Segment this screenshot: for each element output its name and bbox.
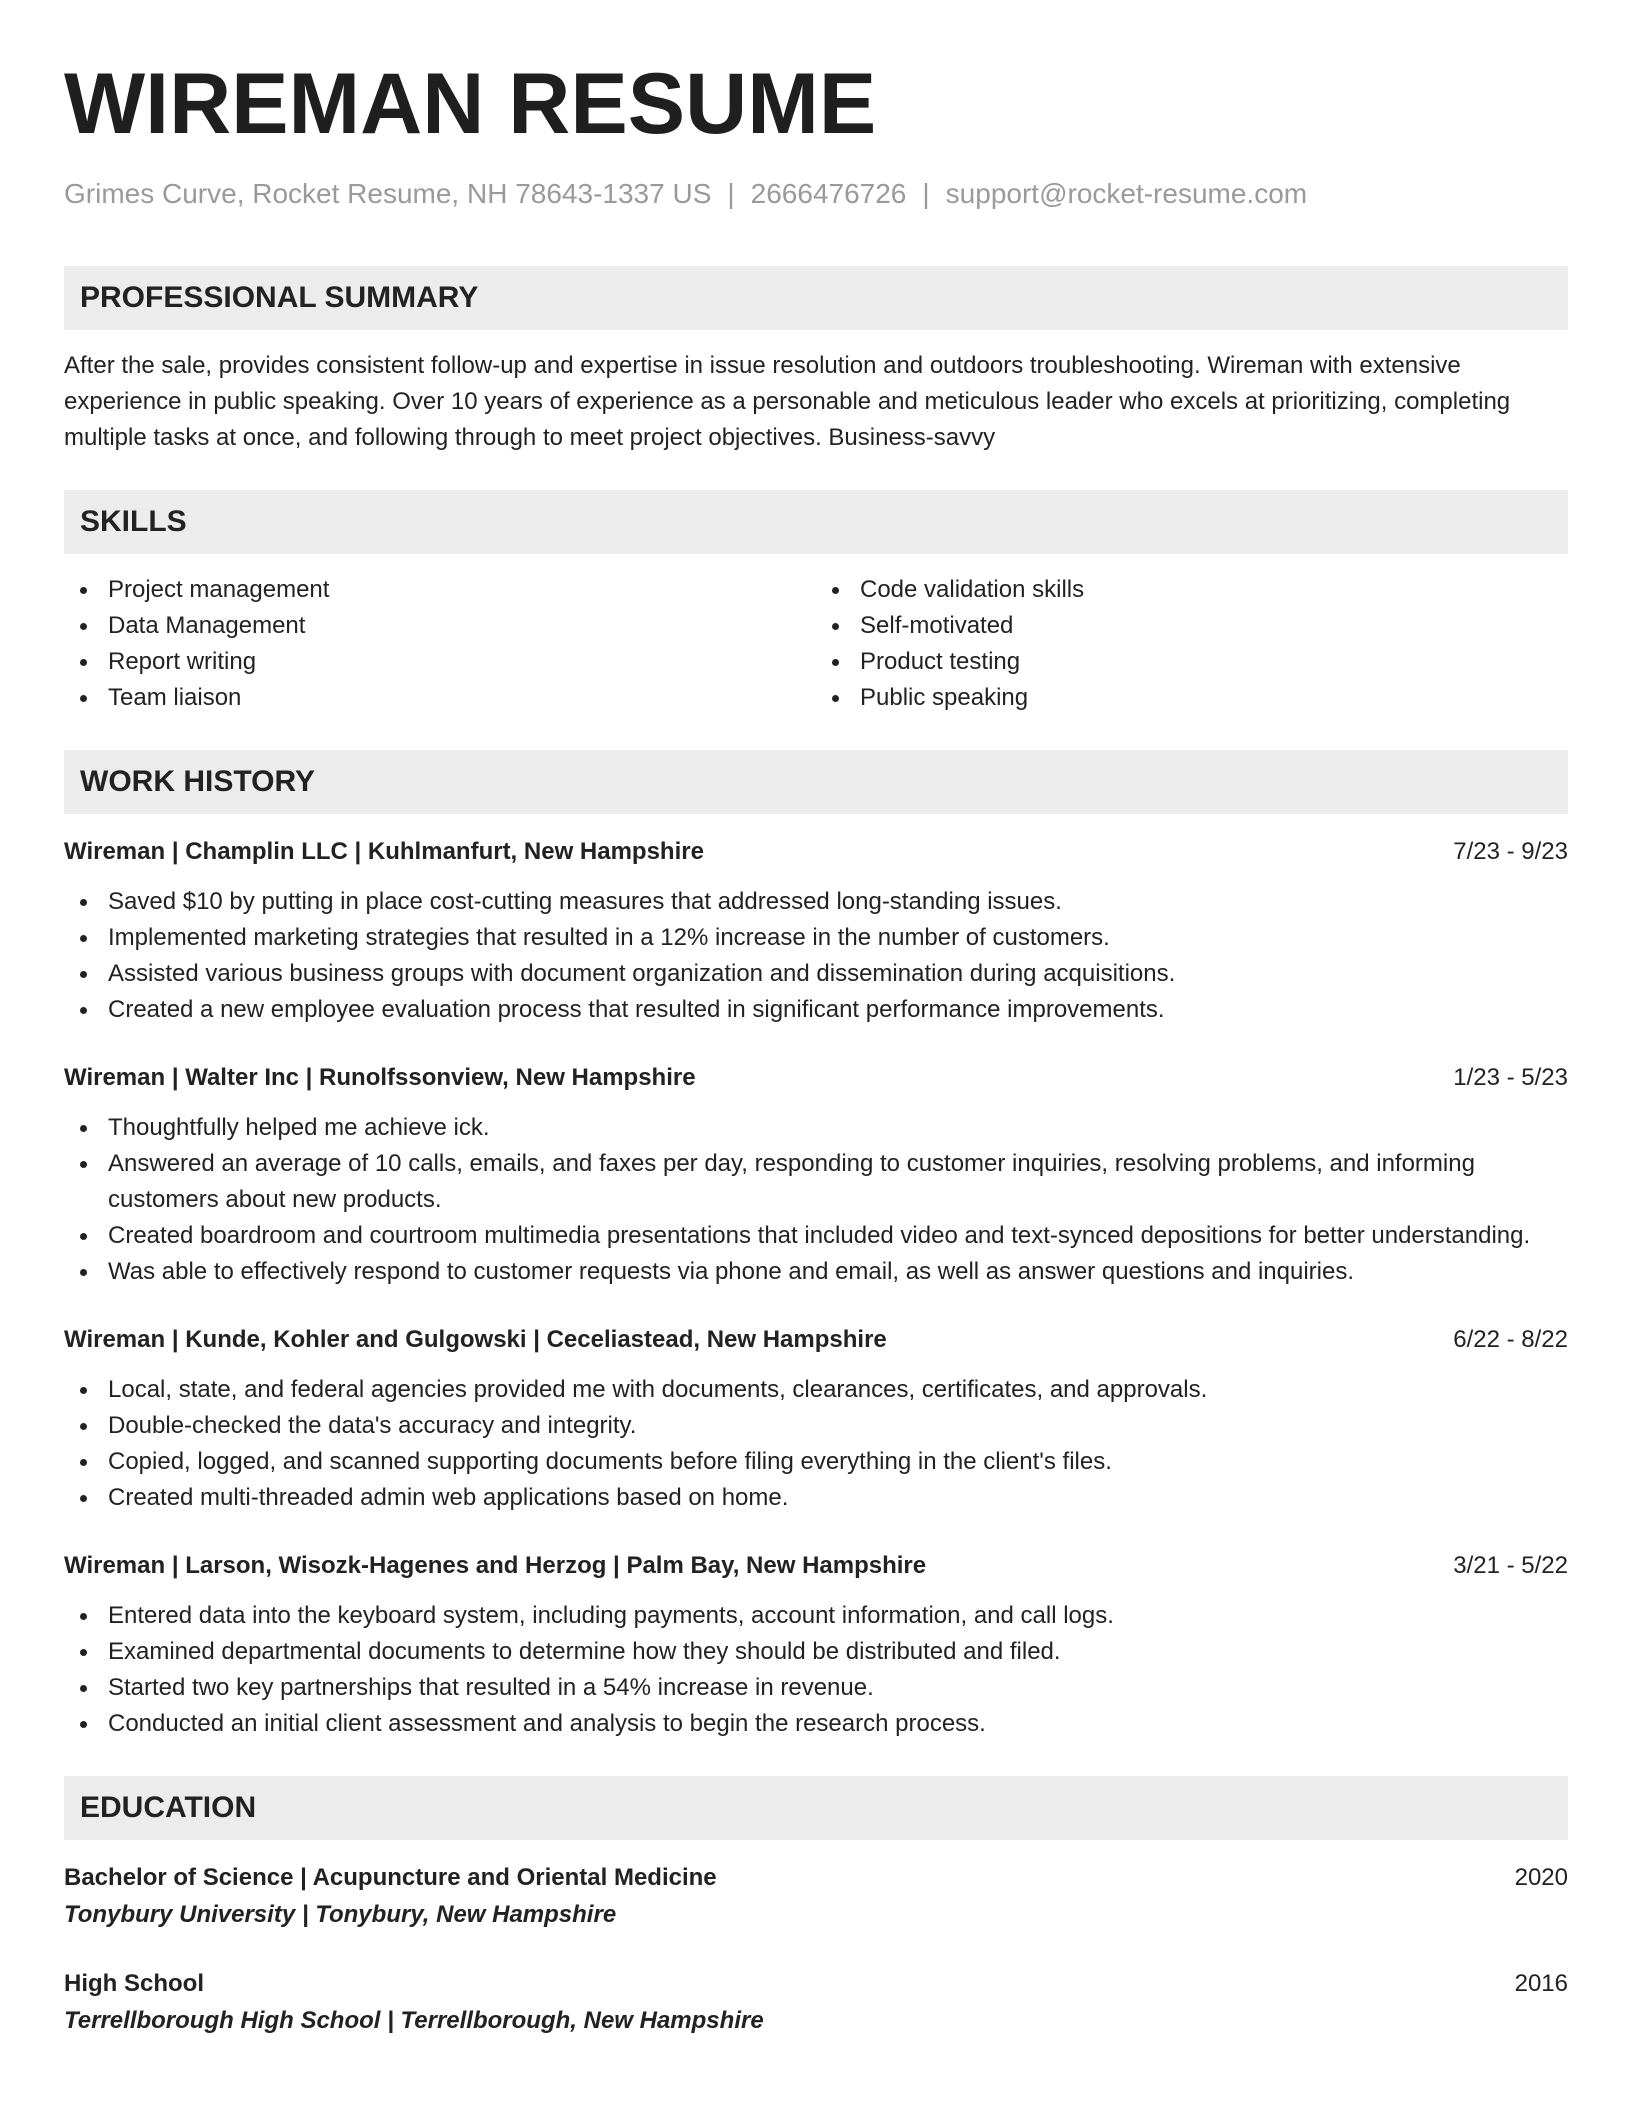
skill-item: Team liaison <box>64 680 816 716</box>
skills-column-right <box>816 572 1568 716</box>
section-header-education: EDUCATION <box>64 1776 1568 1840</box>
job-dates: 3/21 - 5/22 <box>1453 1552 1568 1579</box>
job-entry <box>64 1060 1568 1290</box>
skill-item: Product testing <box>816 644 1568 680</box>
contact-email: support@rocket-resume.com <box>945 178 1308 209</box>
education-entry <box>64 1860 1568 1934</box>
section-header-work-history: WORK HISTORY <box>64 750 1568 814</box>
job-bullet: Local, state, and federal agencies provided me with documents, clearances, certificates, and approvals. <box>64 1372 1568 1408</box>
job-bullets <box>64 1372 1568 1516</box>
education-header <box>64 1966 1568 2002</box>
job-bullet: Created multi-threaded admin web applications based on home. <box>64 1480 1568 1516</box>
contact-separator: | <box>727 178 735 209</box>
job-bullet: Conducted an initial client assessment and analysis to begin the research process. <box>64 1706 1568 1742</box>
contact-phone: 2666476726 <box>750 178 907 209</box>
job-bullet: Implemented marketing strategies that resulted in a 12% increase in the number of customers. <box>64 920 1568 956</box>
education-header <box>64 1860 1568 1896</box>
job-bullet: Copied, logged, and scanned supporting documents before filing everything in the client's files. <box>64 1444 1568 1480</box>
skill-item: Code validation skills <box>816 572 1568 608</box>
skills-column-left <box>64 572 816 716</box>
section-header-skills: SKILLS <box>64 490 1568 554</box>
job-entry <box>64 1548 1568 1742</box>
resume-name: WIREMAN RESUME <box>64 56 877 152</box>
job-bullets <box>64 1110 1568 1290</box>
education-degree: High School <box>64 1970 204 1997</box>
job-bullet: Double-checked the data's accuracy and integrity. <box>64 1408 1568 1444</box>
job-bullet: Started two key partnerships that resulted in a 54% increase in revenue. <box>64 1670 1568 1706</box>
skill-item: Report writing <box>64 644 816 680</box>
education-entry <box>64 1966 1568 2040</box>
job-bullets <box>64 1598 1568 1742</box>
job-dates: 1/23 - 5/23 <box>1453 1064 1568 1091</box>
job-header <box>64 1548 1568 1584</box>
job-title: Wireman | Walter Inc | Runolfssonview, New Hampshire <box>64 1064 696 1091</box>
job-header <box>64 1322 1568 1358</box>
education-degree: Bachelor of Science | Acupuncture and Oriental Medicine <box>64 1864 717 1891</box>
job-bullet: Entered data into the keyboard system, including payments, account information, and call logs. <box>64 1598 1568 1634</box>
summary-text: After the sale, provides consistent follow-up and expertise in issue resolution and outdoors troubleshooting. Wireman with extensive experience in public speaking. Over 10 years of experience as a personable and meticulous leader who excels at prioritizing, completing multiple tasks at once, and following through to meet project objectives. Business-savvy <box>64 352 1511 451</box>
job-dates: 6/22 - 8/22 <box>1453 1326 1568 1353</box>
education-year: 2020 <box>1514 1864 1568 1891</box>
skill-item: Self-motivated <box>816 608 1568 644</box>
job-header <box>64 834 1568 870</box>
education-school: Tonybury University | Tonybury, New Hampshire <box>64 1901 617 1928</box>
job-bullet: Thoughtfully helped me achieve ick. <box>64 1110 1568 1146</box>
education-year: 2016 <box>1514 1970 1568 1997</box>
job-header <box>64 1060 1568 1096</box>
job-entry <box>64 1322 1568 1516</box>
job-title: Wireman | Larson, Wisozk-Hagenes and Herzog | Palm Bay, New Hampshire <box>64 1552 927 1579</box>
contact-address: Grimes Curve, Rocket Resume, NH 78643-1337 US <box>64 178 712 209</box>
job-bullet: Created a new employee evaluation process that resulted in significant performance improvements. <box>64 992 1568 1028</box>
contact-separator: | <box>922 178 930 209</box>
job-title: Wireman | Kunde, Kohler and Gulgowski | Ceceliastead, New Hampshire <box>64 1326 887 1353</box>
job-bullet: Answered an average of 10 calls, emails, and faxes per day, responding to customer inquiries, resolving problems, and informing customers about new products. <box>64 1146 1568 1218</box>
job-bullets <box>64 884 1568 1028</box>
job-bullet: Saved $10 by putting in place cost-cutting measures that addressed long-standing issues. <box>64 884 1568 920</box>
skill-item: Data Management <box>64 608 816 644</box>
job-entry <box>64 834 1568 1028</box>
section-header-summary: PROFESSIONAL SUMMARY <box>64 266 1568 330</box>
job-dates: 7/23 - 9/23 <box>1453 838 1568 865</box>
job-bullet: Examined departmental documents to determine how they should be distributed and filed. <box>64 1634 1568 1670</box>
skill-item: Project management <box>64 572 816 608</box>
job-bullet: Assisted various business groups with document organization and dissemination during acquisitions. <box>64 956 1568 992</box>
job-title: Wireman | Champlin LLC | Kuhlmanfurt, New Hampshire <box>64 838 704 865</box>
skill-item: Public speaking <box>816 680 1568 716</box>
contact-line <box>64 176 1568 212</box>
job-bullet: Created boardroom and courtroom multimedia presentations that included video and text-synced depositions for better understanding. <box>64 1218 1568 1254</box>
education-school: Terrellborough High School | Terrellborough, New Hampshire <box>64 2007 764 2034</box>
skills-grid <box>64 572 1568 716</box>
job-bullet: Was able to effectively respond to customer requests via phone and email, as well as answer questions and inquiries. <box>64 1254 1568 1290</box>
